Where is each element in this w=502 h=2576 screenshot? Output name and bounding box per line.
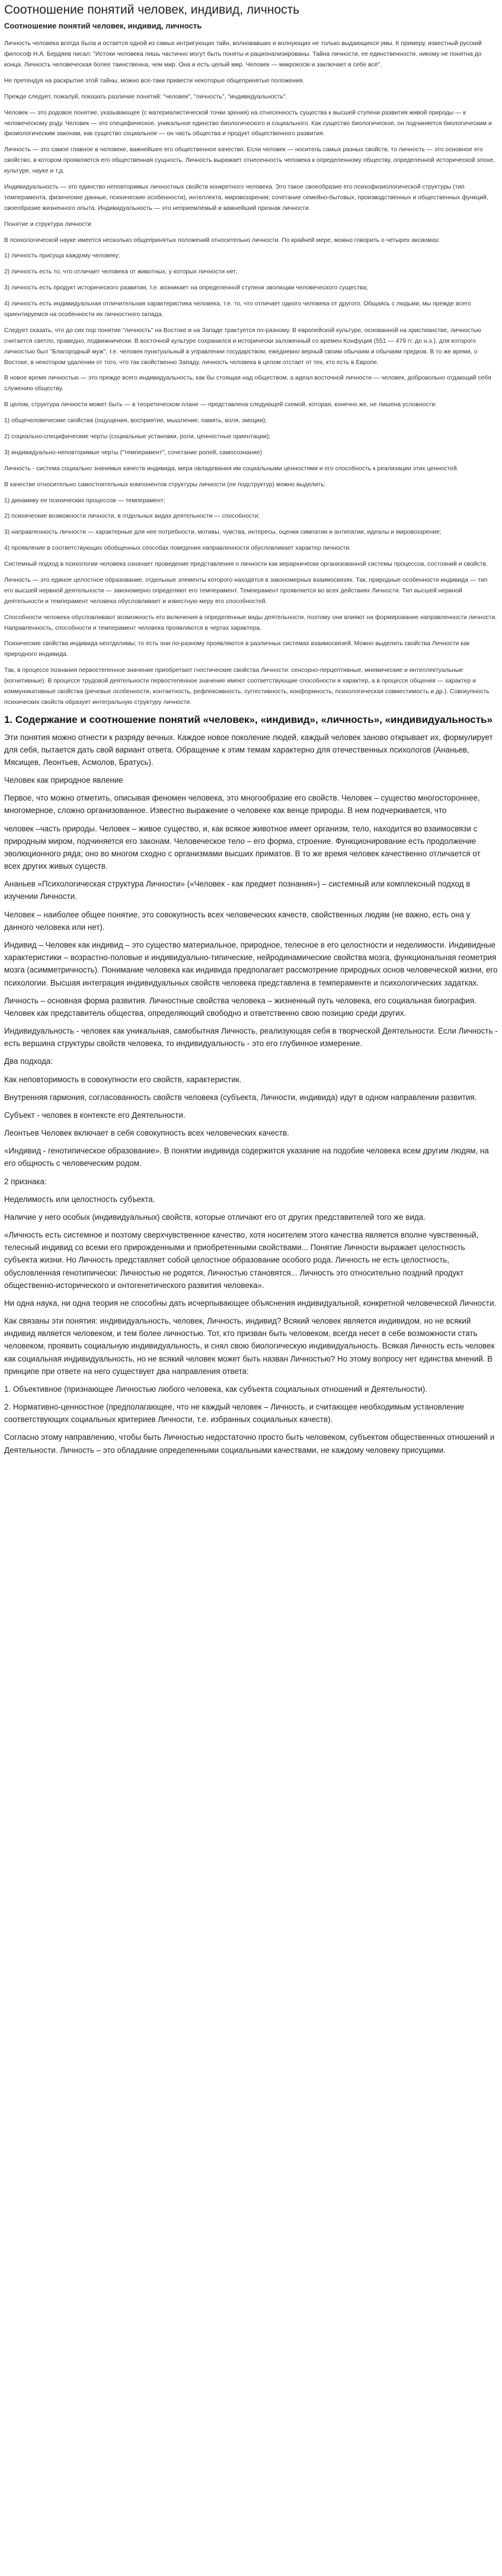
section-paragraph: «Индивид - генотипическое образование». В понятии индивида содержится указание на подобие человека всем другим людям, на его общность с человеческим родом. xyxy=(4,1146,489,1168)
intro-paragraph: В психологической науке имеется несколько общепринятых положений относительно личности. По крайней мере, можно говорить о четырех аксиомах: xyxy=(4,237,440,244)
intro-paragraph: Личность человека всегда была и остается одной из самых интригующих тайн, волновавших и волнующих не только выдающихся умы. К примеру, известный русский философ Н.А. Бердяев писал: "Истоки человека лишь частично могут быть поняты и рационализированы. Тайна личности, ее единственности, никому не понятна до конца. Личность человеческая более таинственна, чем мир. Она и есть целый мир. Человек — микрокосм и заключает в себе всё". xyxy=(4,40,482,68)
section-paragraph: Ананьев «Психологическая структура Личности» («Человек - как предмет познания») – системный или комплексный подход в изучении Личности. xyxy=(4,879,471,901)
section-paragraph: 2. Нормативно-ценностное (предполагающее, что не каждый человек – Личность, и считающее необходимым установление соответствующих социальных критериев Личности, т.е. избранных социальных качеств). xyxy=(4,1402,465,1424)
section-paragraph: Согласно этому направлению, чтобы быть Личностью недостаточно просто быть человеком, субъектом общественных отношений и Деятельности. Личность – это обладание определенными социальными качествами, не каждому человеку присущими. xyxy=(4,1433,495,1455)
intro-paragraph: 2) психические возможности личности, в отдельных видах деятельности — способности; xyxy=(4,513,260,520)
intro-paragraph: Человек — это родовое понятие, указывающее (с материалистической точки зрения) на отнесенность существа к высшей ступени развития живой природы — к человеческому роду. Человек — это специфическое, уникальное единство биологического и социального. Как существо биологическое, он подчиняется биологическим и физиологическим законам, как существо социальное — он часть общества и продукт общественного развития. xyxy=(4,109,492,138)
section-paragraph: Как связаны эти понятия: индивидуальность, человек, Личность, индивид? Всякий человек является индивидом, но не всякий индивид является человеком, и тем более личностью. Тот, кто призван быть человеком, всегда несет в себе возможности стать человеком, проявить социальную индивидуальность, и снял свою биологическую индивидуальность. Всякая Личность есть человек как социальная индивидуальность, но не всякий человек может быть назван Личностью? Но этому вопросу нет единства мнений. В принципе при ответе на него существует два направления ответа: xyxy=(4,1316,495,1376)
section-paragraph: Наличие у него особых (индивидуальных) свойств, которые отличают его от других представителей того же вида. xyxy=(4,1212,426,1222)
page-subtitle: Соотношение понятий человек, индивид, личность xyxy=(4,21,202,31)
section-paragraph: 2 признака: xyxy=(4,1177,47,1186)
intro-paragraph: 1) общечеловеческие свойства (ощущения, восприятие, мышление, память, воля, эмоции); xyxy=(4,417,267,425)
section-paragraph: Человек как природное явление xyxy=(4,776,123,785)
intro-paragraph: 3) направленность личности — характерные для нее потребности, мотивы, чувства, интересы, оценки симпатии и антипатии, идеалы и мировоззрение; xyxy=(4,529,442,536)
section-paragraph: Два подхода: xyxy=(4,1057,53,1066)
intro-paragraph: 2) социально-специфические черты (социальные установки, роли, ценностные ориентации); xyxy=(4,433,271,441)
intro-paragraph: Индивидуальность — это единство неповторимых личностных свойств конкретного человека. Это такое своеобразие его психофизиологической структуры (тип темперамента, физические данные, психические особенности), интеллекта, мировоззрения; сочетание семейно-бытовых, производственных и общественных функций, своеобразие жизненного опыта. Индивидуальность — это неприемлемый и важнейший признак личности. xyxy=(4,183,488,212)
intro-paragraph: Психические свойства индивида неотделимы; то есть они по-разному проявляются в различных системах взаимосвязей. Можно выделить свойства Личности как природного индивида. xyxy=(4,640,470,658)
intro-paragraph: Следует сказать, что до сих пор понятие "личность" на Востоке и на Западе трактуется по-разному. В европейской культуре, основанной на христианстве, личностью считается светло, праведно, подвижнически. В восточной культуре сохранился и исторически заложенный со времен Конфуция (551 — 479 гг. до н.э.), для которого личностью был "Благородный муж", т.е. человек пунктуальный в управлении государством, ежедневно верный своим обычаям и обычаям предков. В то же время, о Востоке, в некотором удалении от того, что так свойственно Западу, личность человека в целом отстает от тех, кто есть в Европе. xyxy=(4,327,481,366)
intro-paragraph: Личность — это самое главное в человеке, важнейшее его общественное качество. Если человек — носитель самых разных свойств, то личность — это основное его свойство, в котором проявляется его общественная сущность. Личность выражает отнесенность человека к определенному обществу, определенной исторической эпохе, культуре, науке и т.д. xyxy=(4,146,495,175)
intro-paragraph: 3) личность есть продукт исторического развития, т.е. возникает на определенной ступени эволюции человеческого существа; xyxy=(4,285,368,292)
intro-paragraph: 1) личность присуща каждому человеку; xyxy=(4,253,120,260)
section-paragraph: Внутренняя гармония, согласованность свойств человека (субъекта, Личности, индивида) идут в одном направлении развития. xyxy=(4,1092,477,1102)
section-paragraph: человек –часть природы. Человек – живое существо, и, как всякое животное имеет организм, тело, находится во взаимосвязи с природным миром, подчиняется его законам. Человеческое тело – его форма, строение. Функционирование есть продолжение эволюционного ряда; оно во многом сходно с организмами высших приматов. В то же время человек качественно отличается от всех других живых существ. xyxy=(4,824,481,871)
section-paragraph: 1. Объективное (признающее Личностью любого человека, как субъекта социальных отношений и Деятельности). xyxy=(4,1384,427,1394)
intro-paragraph: Не претендуя на раскрытие этой тайны, можно все-таки привести некоторые общепринятые положения. xyxy=(4,77,305,84)
section-paragraph: Леонтьев Человек включает в себя совокупность всех человеческих качеств. xyxy=(4,1128,289,1138)
intro-paragraph: Понятие и структура личности xyxy=(4,221,91,228)
section-paragraph: Индивид – Человек как индивид – это существо материальное, природное, телесное в его целостности и неделимости. Индивидные характеристики – возрастно-половые и индивидуально-типические, нейродинамические свойства мозга, функциональная геометрия мозга (асимметричность). Понимание человека как индивида предполагает рассмотрение природных основ человеческой жизни, его психологии. Высшая интеграция индивидуальных свойств человека представлена в темпераменте и психологических задатках. xyxy=(4,940,498,987)
intro-paragraph: Прежде следует, пожалуй, показать различие понятий: "человек", "личность", "индивидуальность". xyxy=(4,93,287,100)
intro-paragraph: 2) личность есть то, что отличает человека от животных, у которых личности нет; xyxy=(4,269,238,276)
intro-paragraph: Способности человека обусловливают возможность его включения в определенные виды деятельности, поэтому они влияют на формирование направленности личности. Направленность, способности и темперамент человека проявляются в чертах характера. xyxy=(4,614,497,632)
section-heading: 1. Содержание и соотношение понятий «человек», «индивид», «личность», «индивидуальность» xyxy=(4,713,493,725)
intro-paragraph: Системный подход в психологии человека означает проведение представления о личности как иерархически организованной системы процессов, состояний и свойств. xyxy=(4,561,488,568)
intro-paragraph: Личность - система социально значимых качеств индивида, мера овладевания им социальными ценностями и его способность к реализации этих ценностей. xyxy=(4,465,459,472)
section-paragraph: Личность – основная форма развития. Личностные свойства человека – жизненный путь человека, его социальная биография. Человек как представитель общества, определяющий свободно и ответственно свою позицию среди других. xyxy=(4,996,477,1018)
intro-paragraph: В целом, структура личности может быть — в теоретическом плане — представлена следующей схемой, которая, конечно же, не лишена условности: xyxy=(4,401,437,409)
section-paragraph: «Личность есть системное и поэтому сверхчувственное качество, хотя носителем этого качества является вполне чувственный, телесный индивид со всеми его прирожденными и приобретенными свойствами... Понятие Личности выражает целостность субъекта жизни. Но Личность представляет собой целостное образование особого рода. Личность не есть целостность, обусловленная генотипически: Личностью не родятся, Личностью становятся... Личность это относительно поздний продукт общественно-исторического и онтогенетического развития человека». xyxy=(4,1230,479,1290)
section-paragraph: Как неповторимость в совокупности его свойств, характеристик. xyxy=(4,1075,242,1084)
section-text-block xyxy=(4,731,498,1456)
intro-paragraph: 3) индивидуально-неповторимые черты ("темперамент", сочетание ролей, самосознание) xyxy=(4,449,263,456)
intro-paragraph: 1) динамику ее психических процессов — темперамент; xyxy=(4,497,165,504)
section-paragraph: Субъект - человек в контексте его Деятельности. xyxy=(4,1110,186,1120)
intro-paragraph: Так, в процессе познания первостепенное значение приобретают гностические свойства Личности: сенсорно-перцептивные, мнемические и интеллектуальные (когнитивные). В процессе трудовой деятельности первостепенное значение имеют соответствующие способности и характер, а в процессе общения — характер и коммуникативные свойства (речевые особенности, контактность, рефлексивность, суггестивность, конформность, психологическая совместимость и др.). Совокупность психических свойств образует интегральную структуру личности. xyxy=(4,667,490,706)
section-paragraph: Неделимость или целостность субъекта. xyxy=(4,1194,155,1204)
page-title: Соотношение понятий человек, индивид, личность xyxy=(4,3,300,17)
intro-text-block xyxy=(4,39,498,708)
intro-paragraph: В новое время личностью — это прежде всего индивидуальность, как бы стоящая над обществом, а идеал восточной личности — человек, добровольно отдающий себя служению обществу. xyxy=(4,375,491,393)
section-paragraph: Эти понятия можно отнести к разряду вечных. Каждое новое поколение людей, каждый человек заново открывает их, формулирует для себя, пытается дать свой вариант ответа. Обращение к этим темам характерно для отечественных психологов (Ананьев, Мясищев, Леонтьев, Асмолов, Братусь). xyxy=(4,732,493,767)
intro-paragraph: 4) личность есть индивидуальная отличительная характеристика человека, т.е. то, что отличает одного человека от другого. Общаясь с людьми, мы прежде всего ориентируемся на особенности их личностного склада. xyxy=(4,301,471,318)
section-paragraph: Ни одна наука, ни одна теория не способны дать исчерпывающее объяснения индивидуальной, конкретной человеческой Личности. xyxy=(4,1298,497,1308)
intro-paragraph: Личность — это единое целостное образование, отдельные элементы которого находятся в закономерных взаимосвязях. Так, природные особенности индивида — тип его высшей нервной деятельности — закономерно определяют его темперамент. Темперамент проявляется во всех действиях Личности. Тип высшей нервной деятельности и темперамент человека обусловливает и известную меру его способностей. xyxy=(4,577,488,605)
intro-paragraph: В качестве относительно самостоятельных компонентов структуры личности (ее подструктур) можно выделить: xyxy=(4,481,326,488)
section-paragraph: Первое, что можно отметить, описывая феномен человека, это многообразие его свойств. Человек – существо многостороннее, многомерное, сложно организованное. Известно выражение о человеке как венце природы. В нем подчеркивается, что xyxy=(4,793,480,815)
section-paragraph: Индивидуальность - человек как уникальная, самобытная Личность, реализующая себя в творческой Деятельности. Если Личность - есть вершина структуры свойств человека, то индивидуальность - это его глубинное измерение. xyxy=(4,1026,498,1048)
section-paragraph: Человек – наиболее общее понятие, это совокупность всех человеческих качеств, свойственных людям (не важно, есть она у данного человека или нет). xyxy=(4,910,471,932)
intro-paragraph: 4) проявление в соответствующих обобщенных способах поведения направленности обусловливает характер личности. xyxy=(4,545,351,552)
